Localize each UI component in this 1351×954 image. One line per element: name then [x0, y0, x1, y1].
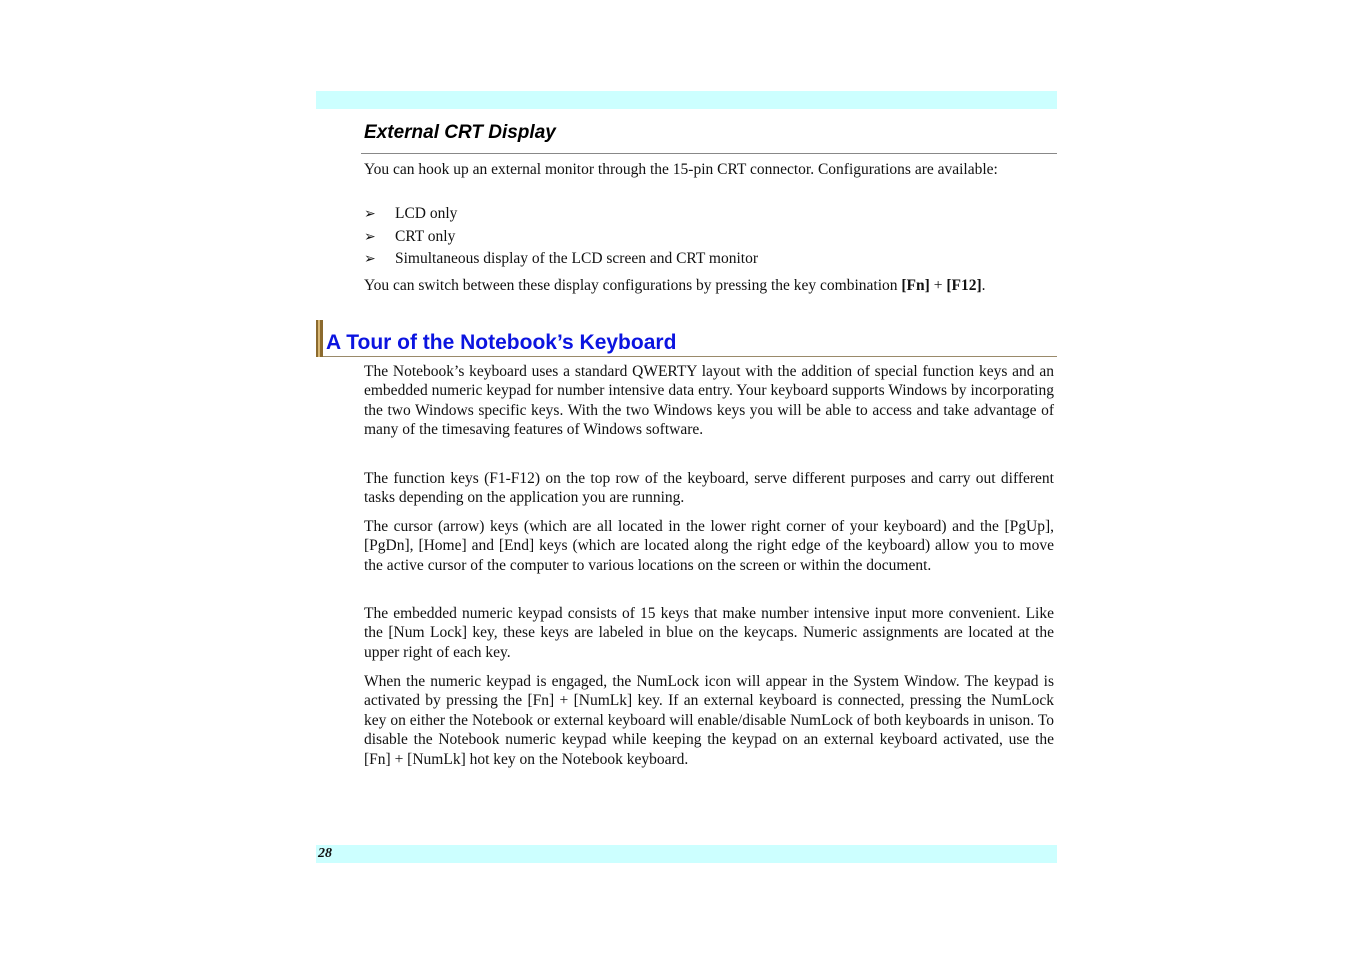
list-item [364, 249, 1054, 272]
page-number: 28 [318, 846, 332, 861]
section-heading-rule [361, 153, 1057, 154]
keyboard-paragraph-numeric-keypad: The embedded numeric keypad consists of 15 keys that make number intensive input more convenient. Like the [Num Lock] key, these keys are labeled in blue on the keycaps. Numeric assignments are located at the upper right of each key. [364, 605, 1054, 661]
list-item-label: Simultaneous display of the LCD screen and CRT monitor [395, 250, 758, 267]
keyboard-paragraph-cursor-keys: The cursor (arrow) keys (which are all located in the lower right corner of your keyboard) and the [PgUp], [PgDn], [Home] and [End] keys (which are located along the right edge of the keyboard) allow you to move the active cursor of the computer to various locations on the screen or within the document. [364, 518, 1054, 574]
footer-band [316, 845, 1057, 863]
section-heading-keyboard-tour: A Tour of the Notebook’s Keyboard [326, 331, 677, 354]
switch-period: . [981, 277, 986, 294]
section-heading-external-crt: External CRT Display [364, 122, 556, 143]
list-item-label: CRT only [395, 227, 456, 245]
crt-switch-paragraph [364, 276, 1054, 295]
heading-accent-bar [316, 320, 323, 357]
switch-text: You can switch between these display configurations by pressing the key combination [364, 277, 902, 294]
key-fn: [Fn] [901, 277, 930, 294]
list-item [364, 227, 1054, 250]
keyboard-paragraph-numlock: When the numeric keypad is engaged, the NumLock icon will appear in the System Window. The keypad is activated by pressing the [Fn] + [NumLk] key. If an external keyboard is connected, pressing the NumLock key on either the Notebook or external keyboard will enable/disable NumLock of both keyboards in unison. To disable the Notebook numeric keypad while keeping the keypad on an external keyboard activated, use the [Fn] + [NumLk] hot key on the Notebook keyboard. [364, 673, 1054, 768]
crt-configuration-list [364, 204, 1054, 272]
crt-intro-paragraph: You can hook up an external monitor through the 15-pin CRT connector. Configurations are available: [364, 161, 998, 178]
list-item-label: LCD only [395, 205, 458, 222]
key-f12: [F12] [946, 277, 982, 294]
arrowhead-bullet-icon: ➢ [364, 251, 376, 267]
header-band [316, 91, 1057, 109]
keyboard-paragraph-layout: The Notebook’s keyboard uses a standard QWERTY layout with the addition of special function keys and an embedded numeric keypad for number intensive data entry. Your keyboard supports Windows by incorporating the two Windows specific keys. With the two Windows keys you will be able to access and take advantage of many of the timesaving features of Windows software. [364, 363, 1054, 439]
arrowhead-bullet-icon: ➢ [364, 228, 376, 245]
list-item [364, 204, 1054, 227]
arrowhead-bullet-icon: ➢ [364, 206, 376, 222]
key-plus: + [929, 277, 947, 294]
keyboard-paragraph-function-keys: The function keys (F1-F12) on the top row of the keyboard, serve different purposes and carry out different tasks depending on the application you are running. [364, 470, 1054, 507]
main-heading-rule [323, 356, 1057, 357]
